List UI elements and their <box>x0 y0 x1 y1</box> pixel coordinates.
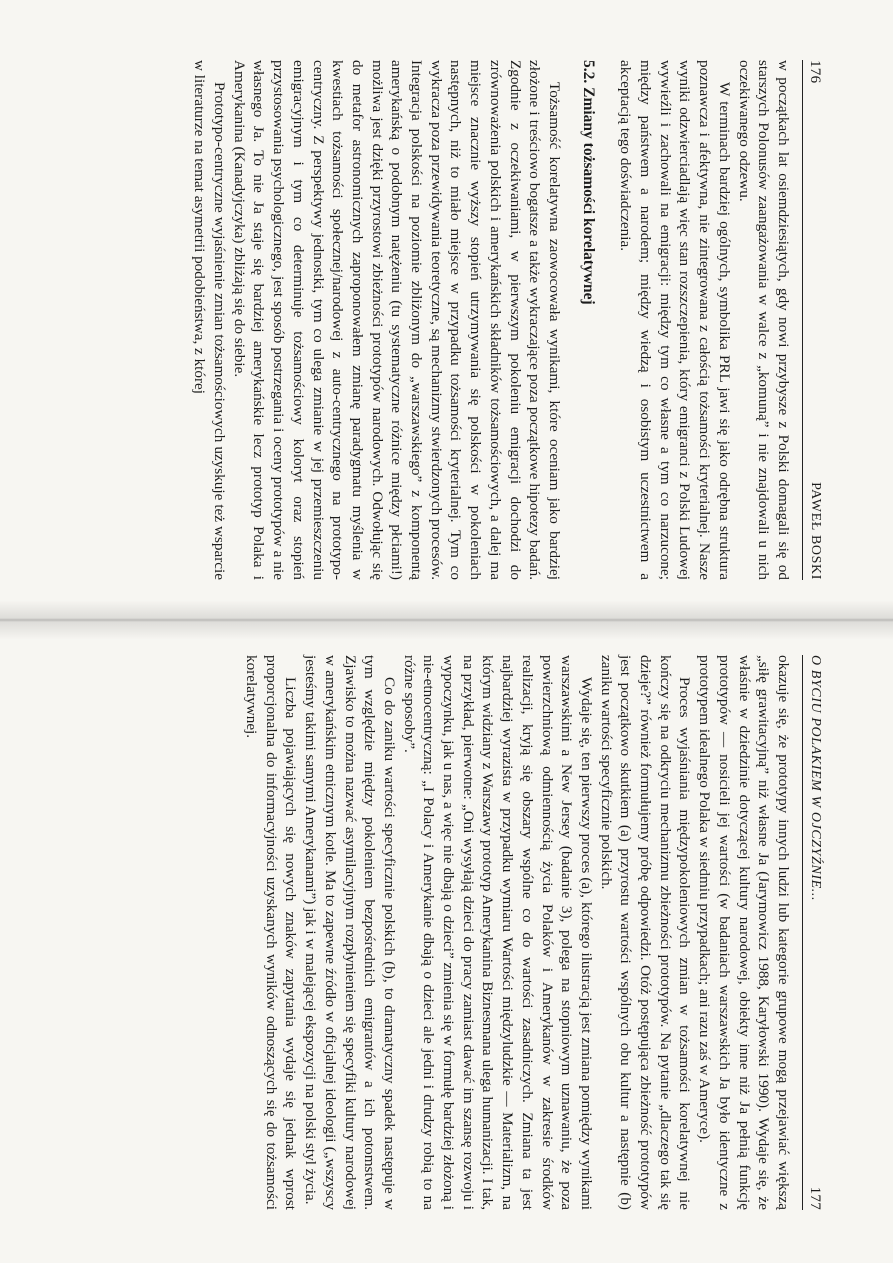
paragraph: okazuje się, że prototypy innych ludzi lub kategorie grupowe mogą przejawiać większą „siłę grawitacyjną” niż własne Ja (Jarymowicz 1988, Karyłowski 1990). Wydaje się, że właśnie w dziedzinie dotyczącej kultury narodowej, obiekty inne niż Ja pełnią funkcję prototypów — nosicieli jej wartości (w badaniach warszawskich Ja było identyczne z prototypem idealnego Polaka w siedmiu przypadkach; ani razu zaś w Ameryce). <box>696 655 792 1210</box>
paragraph: Tożsamość korelatywna zaowocowała wynikami, które oceniam jako bardziej złożone i treściowo bogatsze a także wykraczające poza początkowe hipotezy badań. Zgodnie z oczekiwaniami, w pierwszym pokoleniu emigracji dochodzi do zrównoważenia polskich i amerykańskich składników tożsamościowych, a dalej ma miejsce znacznie wyższy stopień utrzymywania się polskości w pokoleniach następnych, niż to miało miejsce w przypadku tożsamości kryterialnej. Tym co wykracza poza przewidywania teoretyczne, są mechanizmy stwierdzonych procesów. Integracja polskości na poziomie zbliżonym do „warszawskiego” z komponentą amerykańską o podobnym natężeniu (tu systematyczne różnice między płciami!) możliwa jest dzięki przyrostowi zbieżności prototypów narodowych. Odwołując się do metafor astronomicznych zaproponowałem zmianę paradygmatu myślenia w kwestiach tożsamości społecznej/narodowej z auto-centrycznego na prototypo-centryczny. Z perspektywy jednostki, tym co ulega zmianie w jej przemieszczeniu emigracyjnym i tym co determinuje tożsamościowy koloryt oraz stopień przystosowania psychologicznego, jest sposób postrzegania i oceny prototypów a nie własnego Ja. To nie Ja staje się bardziej amerykańskie lecz prototyp Polaka i Amerykanina (Kanadyjczyka) zbliżają się do siebie. <box>230 60 563 580</box>
paragraph: W terminach bardziej ogólnych, symbolika PRL jawi się jako odrębna struktura poznawcza i afektywna, nie zintegrowana z całością tożsamości kryterialnej. Nasze wyniki odzwierciadlają więc stan rozszczepienia, który emigranci z Polski Ludowej wywieźli i zachowali na emigracji: między tym co własne a tym co narzucone; między państwem a narodem; między wiedzą i osobistym uczestnictwem a akceptacją tego doświadczenia. <box>617 60 733 580</box>
running-head: O BYCIU POLAKIEM W OJCZYŹNIE... <box>808 655 823 902</box>
paragraph: Proces wyjaśniania międzypokoleniowych zmian w tożsamości korelatywnej nie kończy się na odkryciu mechanizmu zbieżności prototypów. Na pytanie „dlaczego tak się dzieje?” również formułujemy próbę odpowiedzi. Otóż postępująca zbieżność prototypów jest początkowo skutkiem (a) przyrostu wartości wspólnych obu kultur a następnie (b) zaniku wartości specyficznie polskich. <box>597 655 694 1210</box>
left-page-header <box>802 60 823 580</box>
right-page-header <box>802 655 823 1210</box>
paragraph: w początkach lat osiemdziesiątych, gdy nowi przybysze z Polski domagali się od starszych Polonusów zaangażowania w walce z „komuną” i nie znajdowali u nich oczekiwanego odzewu. <box>735 60 792 580</box>
right-page <box>0 625 893 1263</box>
left-page <box>0 0 893 620</box>
left-page-body <box>190 60 793 580</box>
paragraph: Co do zaniku wartości specyficznie polskich (b), to dramatyczny spadek następuje w tym względzie między pokoleniem bezpośrednich emigrantów a ich potomstwem. Zjawisko to można nazwać asymilacyjnym rozpłynieniem się specyfiki kultury narodowej w amerykańskim etnicznym kotle. Ma to zapewne źródło w oficjalnej ideologii („wszyscy jesteśmy takimi samymi Amerykanami”) jak i w malejącej ekspozycji na polski styl życia. <box>302 655 398 1210</box>
paragraph: Wydaje się, ten pierwszy proces (a), którego ilustracją jest zmiana pomiędzy wynikami warszawskimi a New Jersey (badanie 3), polega na stopniowym uznawaniu, że poza powierzchniową odmiennością życia Polaków i Amerykanów w zakresie środków realizacji, kryją się obszary wspólne co do wartości zasadniczych. Zmiana ta jest najbardziej wyrazista w przypadku wymiaru Wartości międzyludzkie — Materializm, na którym widziany z Warszawy prototyp Amerykanina Biznesmana ulega humanizacji. I tak, na przykład, pierwotne: „Oni wysyłają dzieci do pracy zamiast dawać im szansę rozwoju i wypoczynku, jak u nas, a więc nie dbają o dzieci” zmienia się w formułę bardziej złożoną i nie-etnocentryczną: „I Polacy i Amerykanie dbają o dzieci ale jedni i drudzy robią to na różne sposoby”. <box>400 655 595 1210</box>
paragraph: Liczba pojawiających się nowych znaków zapytania wydaje się jednak wprost proporcjonalna do informacyjności uzyskanych wyników odnoszących się do tożsamości korelatywnej. <box>243 655 300 1210</box>
paragraph: Prototypo-centryczne wyjaśnienie zmian tożsamościowych uzyskuje też wsparcie w literaturze na temat asymetrii podobieństwa, z której <box>191 60 229 580</box>
running-head: PAWEŁ BOSKI <box>808 482 823 580</box>
right-page-body <box>241 655 793 1210</box>
page-number: 176 <box>807 60 823 84</box>
section-heading: 5.2. Zmiany tożsamości korelatywnej <box>579 60 597 305</box>
page-number: 177 <box>807 1186 823 1210</box>
